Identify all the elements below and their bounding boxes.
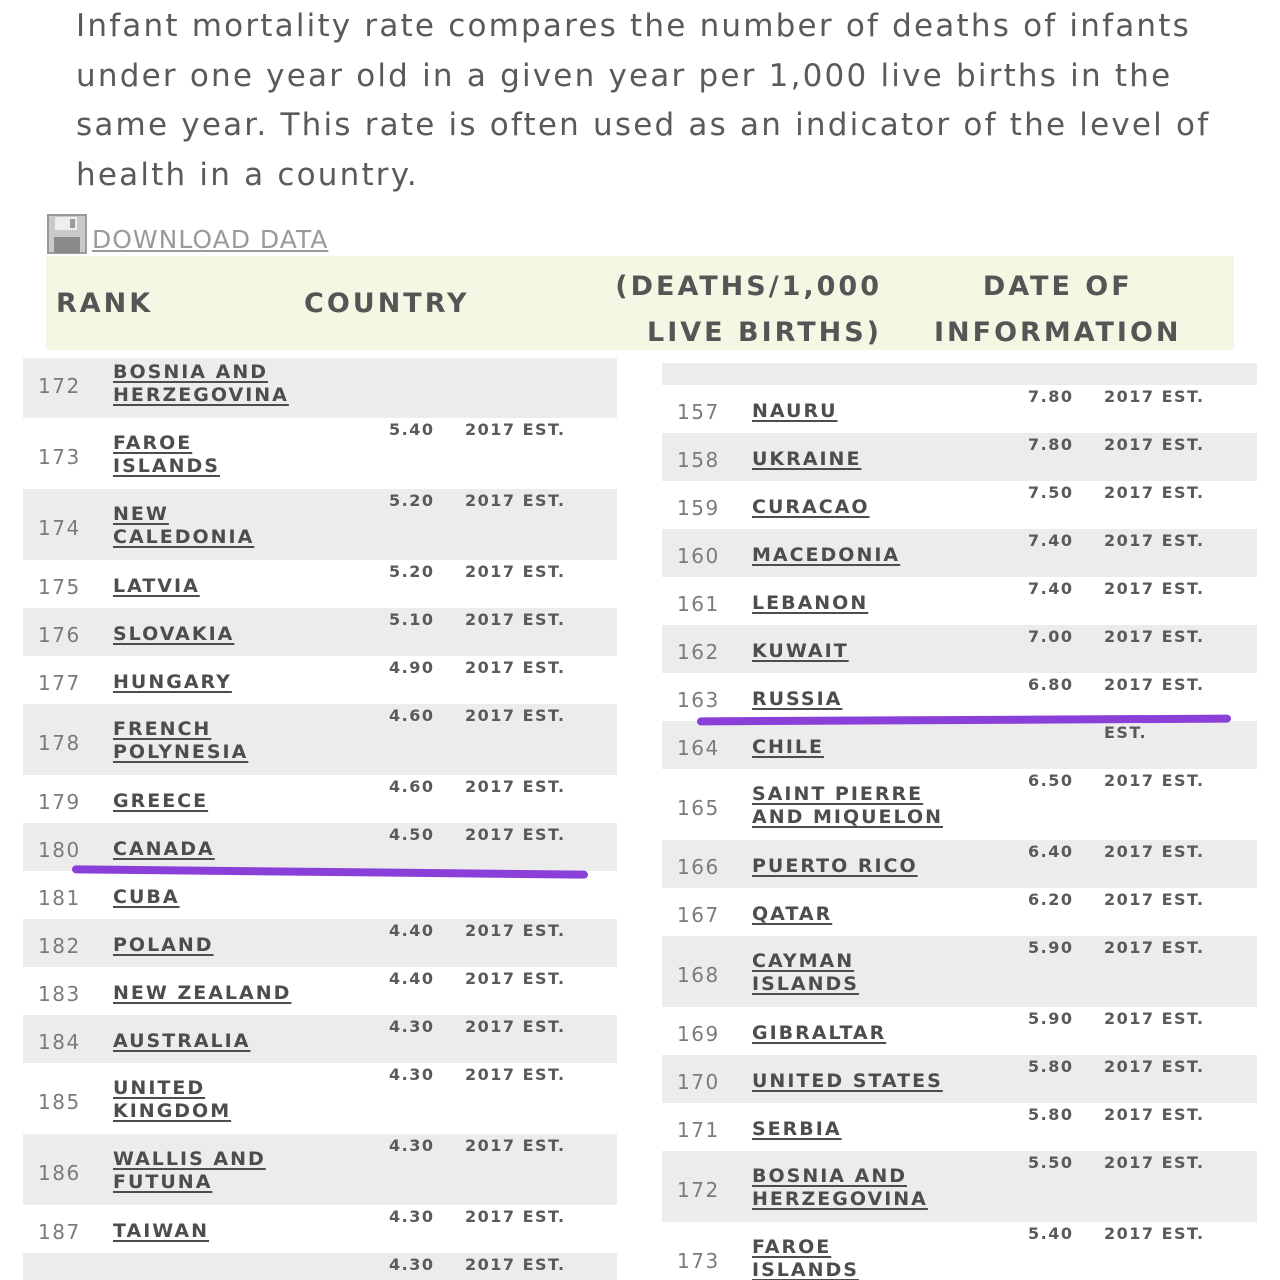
country-link[interactable]	[752, 448, 962, 471]
table-row	[662, 673, 1257, 721]
country-name-line: BOSNIA AND	[752, 1165, 907, 1187]
country-name-line: POLYNESIA	[113, 741, 249, 763]
date-cell: 2017 EST.	[465, 420, 566, 439]
header-rank[interactable]: RANK	[56, 288, 154, 319]
rate-cell: 5.20	[389, 562, 435, 581]
country-link[interactable]	[113, 982, 323, 1005]
country-name-line: UNITED	[113, 1077, 206, 1099]
country-name-line: HERZEGOVINA	[113, 384, 289, 406]
download-data-label: DOWNLOAD DATA	[92, 225, 329, 254]
date-cell: 2017 EST.	[465, 1207, 566, 1226]
rate-cell: 5.20	[389, 491, 435, 510]
country-link[interactable]	[113, 1030, 323, 1053]
country-name-line: WALLIS AND	[113, 1148, 266, 1170]
left-table-column	[23, 358, 617, 1280]
intro-line: same year. This rate is often used as an indicator of the level of	[76, 107, 1211, 143]
table-header	[46, 256, 1234, 350]
date-cell: 2017 EST.	[1104, 890, 1205, 909]
country-name-line: SERBIA	[752, 1118, 842, 1140]
date-cell: 2017 EST.	[1104, 483, 1205, 502]
rank-cell: 171	[677, 1118, 720, 1142]
country-link[interactable]	[752, 783, 962, 829]
country-link[interactable]	[752, 736, 962, 759]
rate-cell: 5.40	[389, 420, 435, 439]
country-link[interactable]	[752, 496, 962, 519]
rate-cell: 4.30	[389, 1017, 435, 1036]
country-name-line: AUSTRALIA	[113, 1030, 251, 1052]
country-link[interactable]	[113, 1077, 323, 1123]
country-name-line: POLAND	[113, 934, 214, 956]
country-link[interactable]	[113, 623, 323, 646]
date-cell: EST.	[1104, 723, 1148, 742]
table-row	[23, 775, 617, 823]
rate-cell: 7.80	[1028, 435, 1074, 454]
country-name-line: GREECE	[113, 790, 209, 812]
rate-cell: 5.10	[389, 610, 435, 629]
table-row	[662, 1103, 1257, 1151]
country-name-line: CHILE	[752, 736, 825, 758]
rank-cell: 167	[677, 903, 720, 927]
rank-cell: 169	[677, 1022, 720, 1046]
date-cell: 2017 EST.	[1104, 1153, 1205, 1172]
rate-cell: 4.30	[389, 1207, 435, 1226]
date-cell: 2017 EST.	[1104, 1105, 1205, 1124]
rate-cell: 6.40	[1028, 842, 1074, 861]
date-cell: 2017 EST.	[465, 706, 566, 725]
header-rate-line1: (DEATHS/1,000	[615, 271, 882, 302]
country-name-line: LATVIA	[113, 575, 200, 597]
rate-cell: 4.30	[389, 1136, 435, 1155]
country-link[interactable]	[752, 903, 962, 926]
rate-cell: 7.80	[1028, 387, 1074, 406]
date-cell: 2017 EST.	[465, 1255, 566, 1274]
country-name-line: FUTUNA	[113, 1171, 213, 1193]
country-link[interactable]	[113, 575, 323, 598]
country-name-line: CALEDONIA	[113, 526, 255, 548]
country-name-line: SLOVAKIA	[113, 623, 235, 645]
table-row	[23, 919, 617, 967]
country-link[interactable]	[113, 718, 323, 764]
country-name-line: BOSNIA AND	[113, 361, 268, 383]
country-link[interactable]	[113, 1220, 323, 1243]
intro-paragraph	[76, 2, 1256, 200]
download-data-link[interactable]	[46, 207, 328, 255]
date-cell: 2017 EST.	[465, 777, 566, 796]
country-link[interactable]	[752, 1236, 962, 1280]
date-cell: 2017 EST.	[1104, 435, 1205, 454]
date-cell: 2017 EST.	[1104, 1057, 1205, 1076]
country-name-line: SAINT PIERRE	[752, 783, 924, 805]
country-name-line: MACEDONIA	[752, 544, 901, 566]
rate-cell: 7.00	[1028, 627, 1074, 646]
date-cell: 2017 EST.	[1104, 675, 1205, 694]
country-link[interactable]	[752, 688, 962, 711]
table-row	[662, 363, 1257, 385]
table-row	[662, 529, 1257, 577]
table-row	[23, 1253, 617, 1280]
date-cell: 2017 EST.	[1104, 938, 1205, 957]
country-link[interactable]	[113, 671, 323, 694]
date-cell: 2017 EST.	[1104, 842, 1205, 861]
date-cell: 2017 EST.	[1104, 771, 1205, 790]
country-link[interactable]	[113, 886, 323, 909]
table-row	[23, 1063, 617, 1134]
rank-cell: 160	[677, 544, 720, 568]
date-cell: 2017 EST.	[1104, 1224, 1205, 1243]
header-rate[interactable]	[614, 264, 882, 356]
rate-cell: 6.80	[1028, 675, 1074, 694]
rate-cell: 5.90	[1028, 1009, 1074, 1028]
table-row	[662, 433, 1257, 481]
rank-cell: 163	[677, 688, 720, 712]
country-name-line: FAROE	[752, 1236, 832, 1258]
header-date[interactable]	[934, 264, 1182, 356]
country-name-line: ISLANDS	[752, 1259, 859, 1280]
country-name-line: NEW	[113, 503, 169, 525]
country-name-line: LEBANON	[752, 592, 869, 614]
country-name-line: FRENCH	[113, 718, 212, 740]
rank-cell: 184	[38, 1030, 81, 1054]
country-name-line: UNITED STATES	[752, 1070, 943, 1092]
date-cell: 2017 EST.	[1104, 387, 1205, 406]
date-cell: 2017 EST.	[1104, 627, 1205, 646]
date-cell: 2017 EST.	[1104, 1009, 1205, 1028]
rate-cell: 4.40	[389, 921, 435, 940]
table-row	[662, 888, 1257, 936]
rate-cell: 4.60	[389, 706, 435, 725]
rank-cell: 162	[677, 640, 720, 664]
table-row	[662, 1151, 1257, 1222]
country-name-line: CAYMAN	[752, 950, 855, 972]
country-name-line: ISLANDS	[752, 973, 859, 995]
rate-cell: 7.40	[1028, 579, 1074, 598]
table-row	[23, 1205, 617, 1253]
rate-cell: 5.40	[1028, 1224, 1074, 1243]
country-link[interactable]	[752, 544, 962, 567]
country-name-line: GIBRALTAR	[752, 1022, 887, 1044]
country-name-line: RUSSIA	[752, 688, 843, 710]
rank-cell: 176	[38, 623, 81, 647]
rate-cell: 5.80	[1028, 1105, 1074, 1124]
country-name-line: ISLANDS	[113, 455, 220, 477]
floppy-disk-icon	[46, 213, 88, 255]
rank-cell: 173	[38, 445, 81, 469]
rate-cell: 6.20	[1028, 890, 1074, 909]
rate-cell: 4.30	[389, 1065, 435, 1084]
date-cell: 2017 EST.	[465, 1065, 566, 1084]
header-rate-line2: LIVE BIRTHS)	[647, 317, 882, 348]
rate-cell: 7.40	[1028, 531, 1074, 550]
country-name-line: UKRAINE	[752, 448, 862, 470]
rate-cell: 4.40	[389, 969, 435, 988]
rank-cell: 159	[677, 496, 720, 520]
country-link[interactable]	[752, 950, 962, 996]
rank-cell: 181	[38, 886, 81, 910]
country-name-line: TAIWAN	[113, 1220, 209, 1242]
rate-cell: 6.50	[1028, 771, 1074, 790]
date-cell: 2017 EST.	[465, 491, 566, 510]
rank-cell: 187	[38, 1220, 81, 1244]
country-name-line: KINGDOM	[113, 1100, 232, 1122]
rank-cell: 175	[38, 575, 81, 599]
country-name-line: PUERTO RICO	[752, 855, 918, 877]
country-link[interactable]	[752, 1165, 962, 1211]
country-name-line: AND MIQUELON	[752, 806, 944, 828]
country-name-line: NEW ZEALAND	[113, 982, 292, 1004]
date-cell: 2017 EST.	[465, 658, 566, 677]
rate-cell: 5.50	[1028, 1153, 1074, 1172]
table-row	[23, 560, 617, 608]
table-row	[662, 385, 1257, 433]
country-name-line: CURACAO	[752, 496, 870, 518]
rate-cell: 7.50	[1028, 483, 1074, 502]
table-row	[23, 1015, 617, 1063]
country-name-line: HUNGARY	[113, 671, 232, 693]
rank-cell: 164	[677, 736, 720, 760]
intro-line: under one year old in a given year per 1,000 live births in the	[76, 57, 1173, 94]
country-link[interactable]	[752, 1070, 1072, 1093]
date-cell: 2017 EST.	[465, 610, 566, 629]
rank-cell: 180	[38, 838, 81, 862]
table-row	[23, 608, 617, 656]
country-name-line: FAROE	[113, 432, 193, 454]
rate-cell: 5.80	[1028, 1057, 1074, 1076]
date-cell: 2017 EST.	[465, 969, 566, 988]
table-row	[23, 489, 617, 560]
date-cell: 2017 EST.	[1104, 579, 1205, 598]
rank-cell: 173	[677, 1249, 720, 1273]
rank-cell: 157	[677, 400, 720, 424]
rate-cell: 4.60	[389, 777, 435, 796]
country-link[interactable]	[113, 432, 323, 478]
table-row	[23, 656, 617, 704]
table-row	[23, 358, 617, 418]
table-row	[662, 1007, 1257, 1055]
country-name-line: CUBA	[113, 886, 180, 908]
intro-line: health in a country.	[76, 156, 419, 193]
country-name-line: KUWAIT	[752, 640, 849, 662]
rank-cell: 158	[677, 448, 720, 472]
date-cell: 2017 EST.	[1104, 531, 1205, 550]
table-row	[662, 481, 1257, 529]
country-name-line: CANADA	[113, 838, 215, 860]
rank-cell: 174	[38, 516, 81, 540]
table-row	[23, 823, 617, 871]
table-row	[23, 967, 617, 1015]
country-name-line: HERZEGOVINA	[752, 1188, 928, 1210]
table-row	[23, 704, 617, 775]
rank-cell: 178	[38, 731, 81, 755]
country-link[interactable]	[113, 361, 323, 407]
table-row	[662, 577, 1257, 625]
country-link[interactable]	[113, 503, 323, 549]
country-link[interactable]	[113, 1148, 323, 1194]
rank-cell: 183	[38, 982, 81, 1006]
right-table-column	[662, 363, 1257, 1280]
rank-cell: 165	[677, 796, 720, 820]
table-row	[662, 936, 1257, 1007]
table-row	[23, 1134, 617, 1205]
rank-cell: 161	[677, 592, 720, 616]
rank-cell: 182	[38, 934, 81, 958]
table-row	[662, 625, 1257, 673]
rank-cell: 185	[38, 1090, 81, 1114]
country-link[interactable]	[752, 1118, 962, 1141]
country-link[interactable]	[113, 838, 323, 861]
country-name-line: NAURU	[752, 400, 838, 422]
date-cell: 2017 EST.	[465, 1017, 566, 1036]
rank-cell: 172	[38, 374, 81, 398]
rank-cell: 168	[677, 963, 720, 987]
date-cell: 2017 EST.	[465, 1136, 566, 1155]
intro-line: Infant mortality rate compares the number of deaths of infants	[76, 8, 1191, 44]
table-row	[23, 871, 617, 919]
rate-cell: 4.30	[389, 1255, 435, 1274]
date-cell: 2017 EST.	[465, 825, 566, 844]
date-cell: 2017 EST.	[465, 921, 566, 940]
rate-cell: 4.50	[389, 825, 435, 844]
rank-cell: 170	[677, 1070, 720, 1094]
date-cell: 2017 EST.	[465, 562, 566, 581]
table-row	[662, 1055, 1257, 1103]
table-row	[23, 418, 617, 489]
header-date-line1: DATE OF	[982, 271, 1133, 302]
rank-cell: 186	[38, 1161, 81, 1185]
table-row	[662, 1222, 1257, 1280]
country-link[interactable]	[752, 400, 962, 423]
rate-cell: 5.90	[1028, 938, 1074, 957]
country-link[interactable]	[752, 1022, 962, 1045]
rate-cell: 4.90	[389, 658, 435, 677]
rank-cell: 166	[677, 855, 720, 879]
country-link[interactable]	[113, 790, 323, 813]
rank-cell: 179	[38, 790, 81, 814]
rank-cell: 172	[677, 1178, 720, 1202]
header-country[interactable]: COUNTRY	[304, 288, 470, 319]
table-row	[662, 769, 1257, 840]
country-name-line: QATAR	[752, 903, 833, 925]
country-link[interactable]	[752, 640, 962, 663]
header-date-line2: INFORMATION	[934, 317, 1182, 348]
country-link[interactable]	[113, 934, 323, 957]
table-row	[662, 721, 1257, 769]
country-link[interactable]	[752, 855, 962, 878]
rank-cell: 177	[38, 671, 81, 695]
country-link[interactable]	[752, 592, 962, 615]
table-row	[662, 840, 1257, 888]
